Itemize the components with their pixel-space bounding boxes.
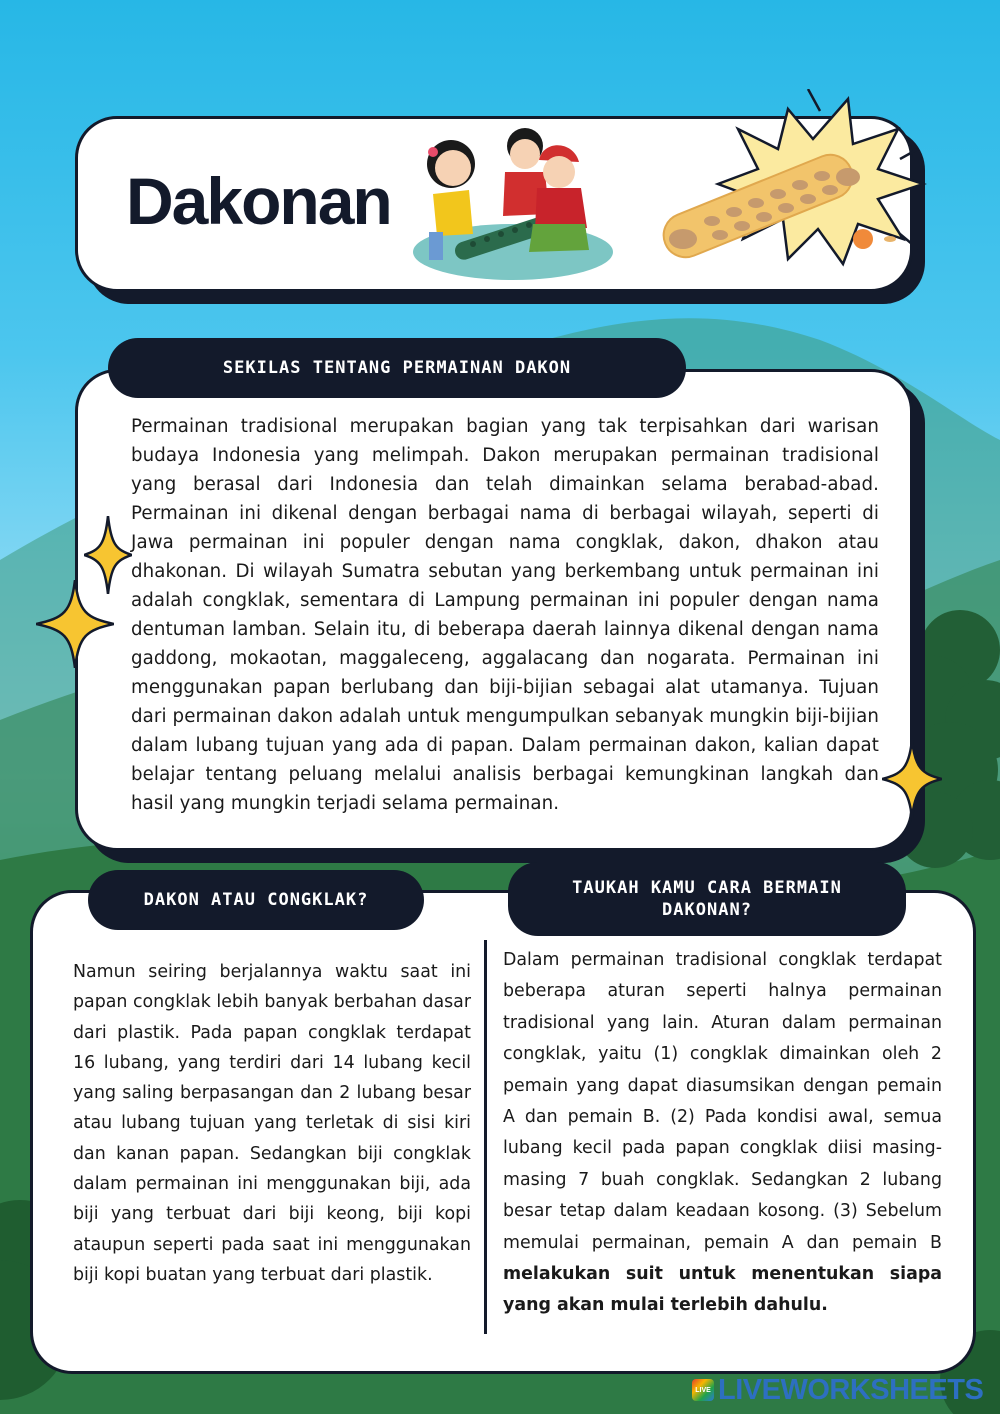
dakon-paragraph: Namun seiring berjalannya waktu saat ini papan congklak lebih banyak berbahan dasar dari plastik. Pada papan congklak terdapat 16 lubang, yang terdiri dari 14 lubang kecil yang saling berpasangan dan 2 lubang besar atau lubang tujuan yang terletak di sisi kiri dan kanan papan. Sedangkan biji congklak dalam permainan ini menggunakan biji, ada biji yang terbuat dari biji keong, biji kopi ataupun seperti pada saat ini menggunakan biji kopi buatan yang terbuat dari plastik. — [73, 962, 471, 1285]
liveworksheets-logo-icon: LIVE — [692, 1379, 714, 1401]
title-card — [75, 116, 913, 292]
dakon-heading: DAKON ATAU CONGKLAK? — [88, 870, 424, 930]
children-playing-illustration — [403, 124, 613, 284]
liveworksheets-text: LIVEWORKSHEETS — [718, 1373, 984, 1406]
sparkle-icon — [882, 740, 942, 818]
page-title: Dakonan — [126, 164, 391, 238]
sparkle-icon — [36, 580, 114, 668]
congklak-board-illustration — [638, 89, 928, 269]
cara-bermain-text: Dalam permainan tradisional congklak terdapat beberapa aturan seperti halnya permainan tradisional yang lain. Aturan dalam permainan congklak, yaitu (1) congklak dimainkan oleh 2 pemain yang dapat diasumsikan dengan pemain A dan pemain B. (2) Pada kondisi awal, semua lubang kecil pada papan congklak diisi masing-masing 7 buah congklak. Sedangkan 2 lubang besar tetap dalam keadaan kosong. (3) Sebelum memulai permainan, pemain A dan pemain B — [503, 950, 942, 1253]
intro-heading: SEKILAS TENTANG PERMAINAN DAKON — [108, 338, 686, 398]
column-divider — [484, 940, 487, 1334]
intro-paragraph: Permainan tradisional merupakan bagian yang tak terpisahkan dari warisan budaya Indonesia yang melimpah. Dakon merupakan permainan tradisional yang berasal dari Indonesia dan telah dimainkan selama berabad-abad. Permainan ini dikenal dengan berbagai nama di berbagai wilayah, seperti di Jawa permainan ini populer dengan nama congklak, dakon, dhakon atau dhakonan. Di wilayah Sumatra sebutan yang berkembang untuk permainan ini adalah congklak, sementara di Lampung permainan ini populer dengan nama dentuman lamban. Selain itu, di beberapa daerah lainnya dikenal dengan nama gaddong, mokaotan, maggaleceng, aggalacang dan nogarata. Permainan ini menggunakan papan berlubang dan biji-bijian sebagai alat utamanya. Tujuan dari permainan dakon adalah untuk mengumpulkan sebanyak mungkin biji-bijian dalam lubang tujuan yang ada di papan. Dalam permainan dakon, kalian dapat belajar tentang peluang melalui analisis berbagai kemungkinan langkah dan hasil yang mungkin terjadi selama permainan. — [131, 416, 879, 814]
liveworksheets-brand[interactable] — [692, 1373, 983, 1407]
cara-bermain-bold-text: melakukan suit untuk menentukan siapa yang akan mulai terlebih dahulu. — [503, 1264, 942, 1316]
cara-bermain-heading: TAUKAH KAMU CARA BERMAIN DAKONAN? — [508, 862, 906, 936]
cara-bermain-paragraph — [503, 945, 942, 1322]
